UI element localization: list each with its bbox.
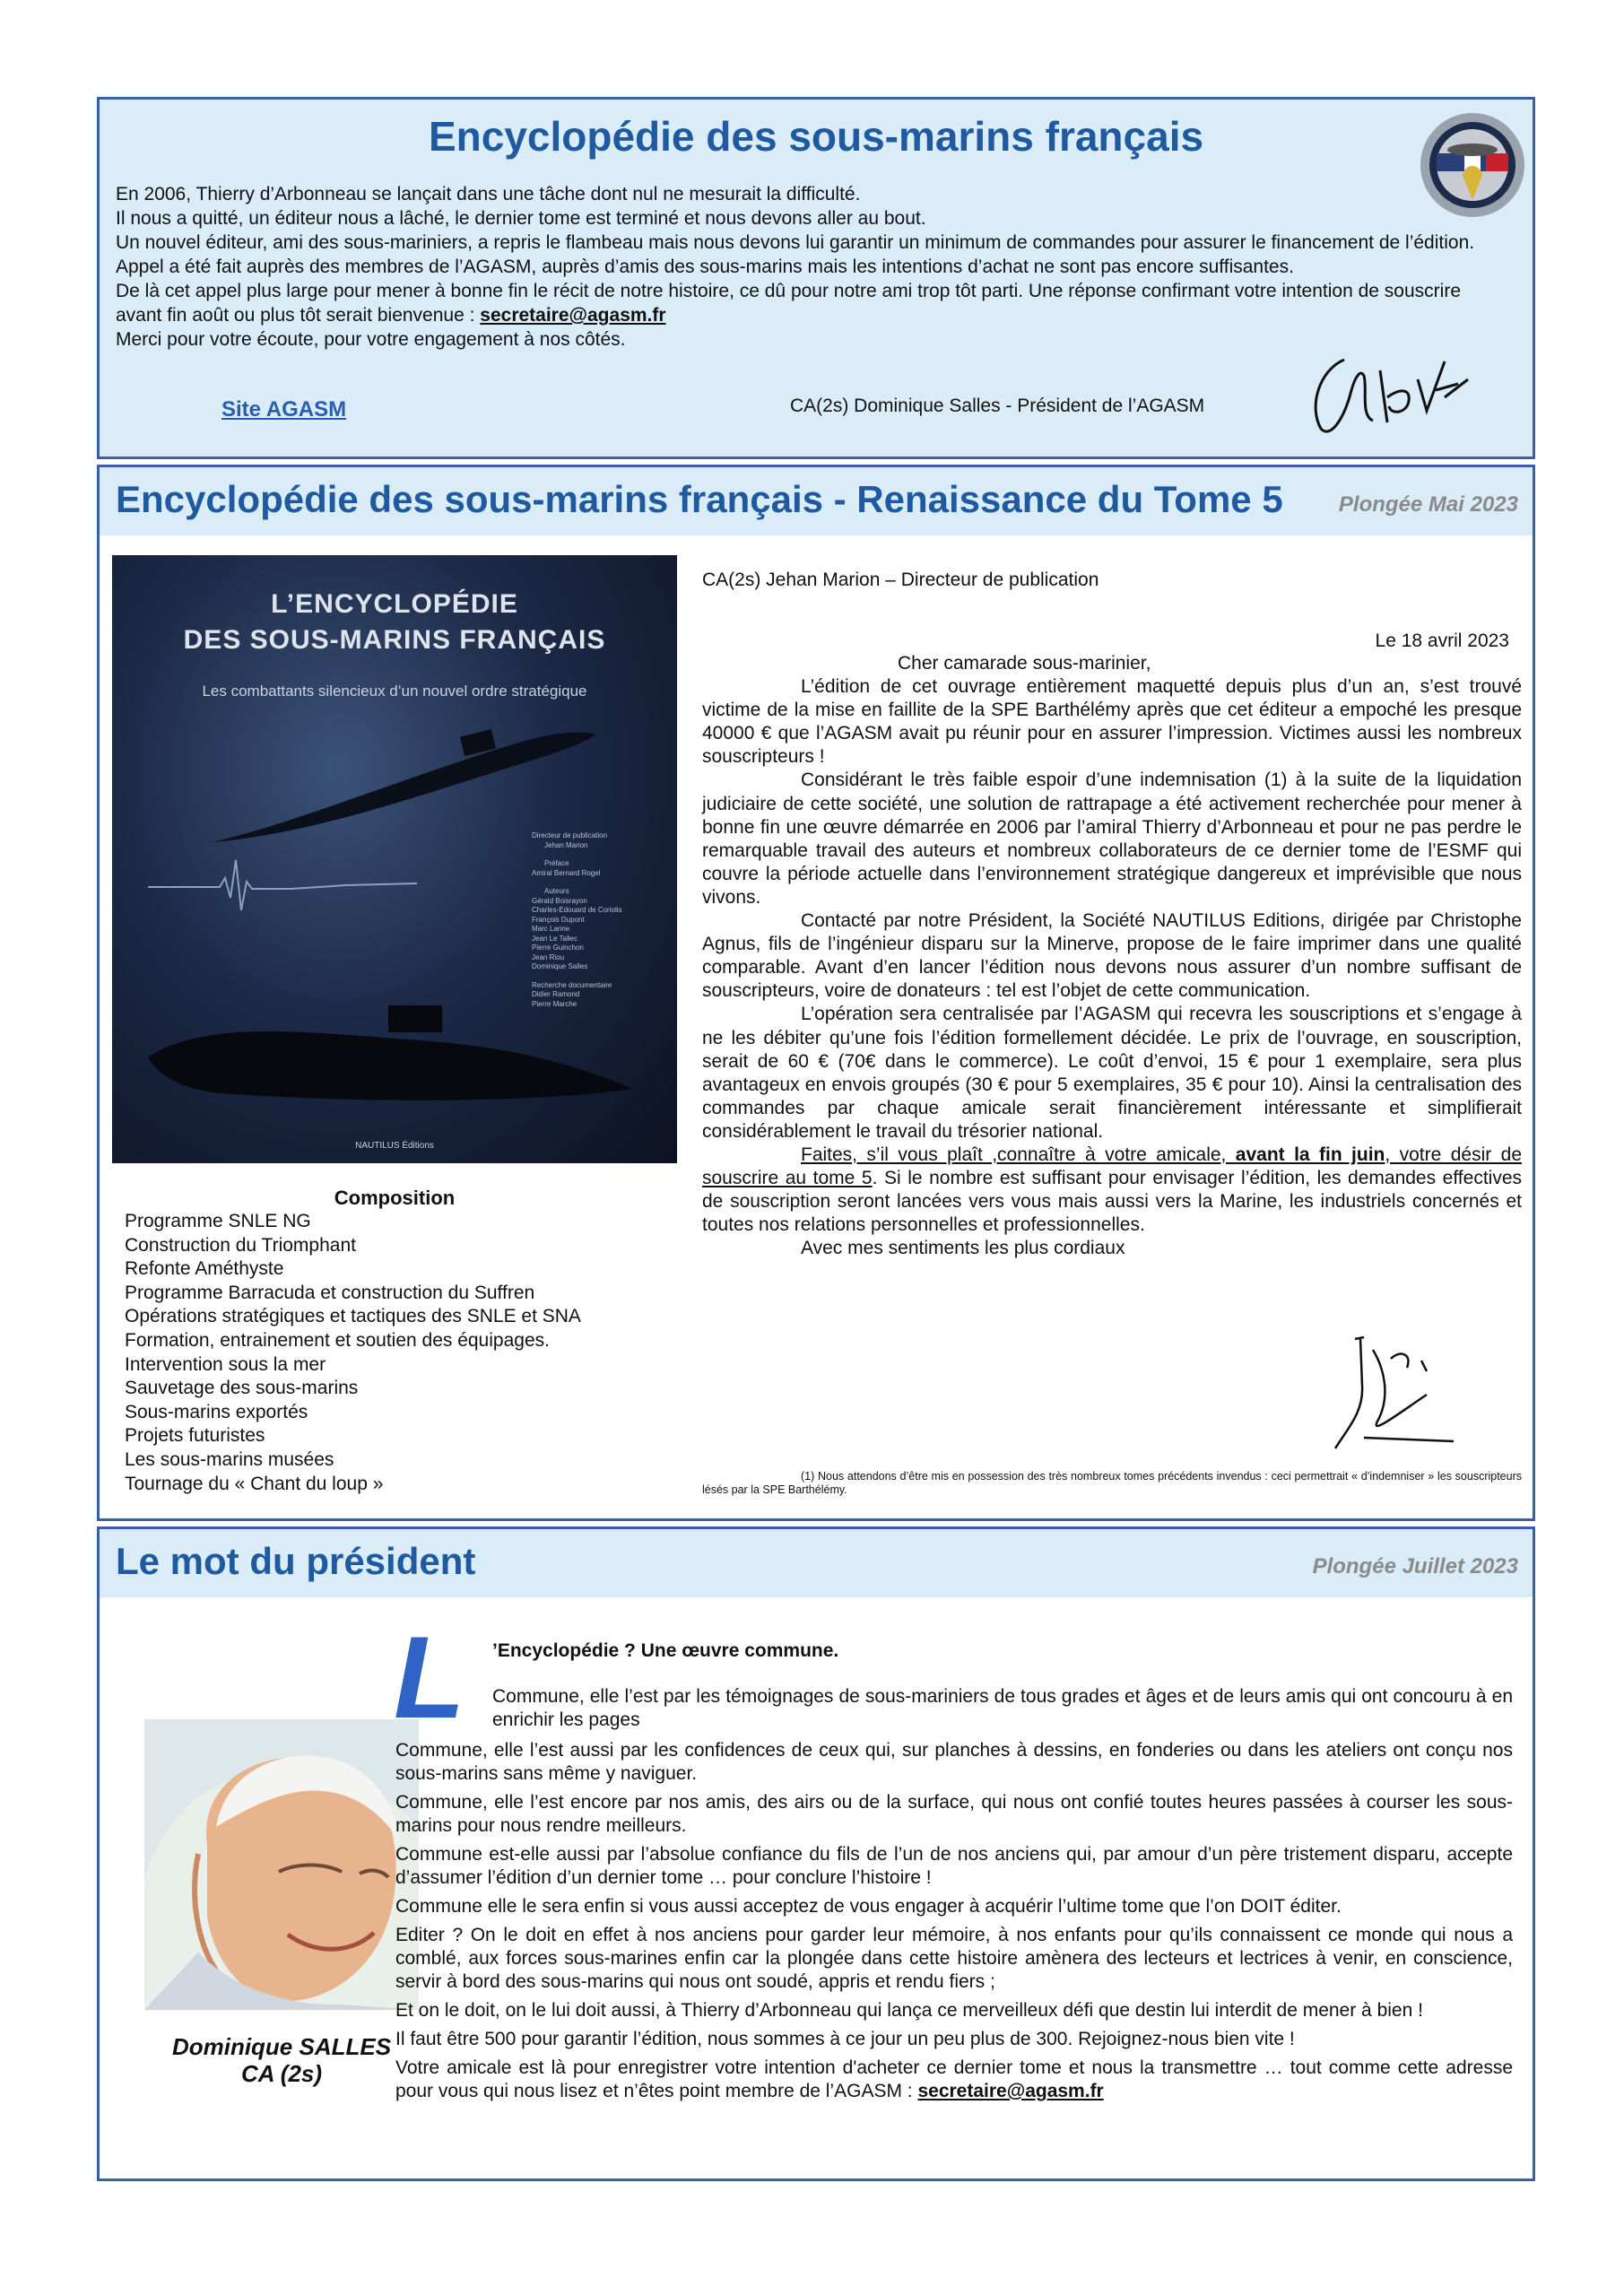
letter-footnote: (1) Nous attendons d’être mis en possession des très nombreux tomes précédents invendus : ceci permettrait « d’indemniser » les souscripteurs lésés par la SPE Barthélémy.: [702, 1470, 1522, 1496]
letter-paragraph: L’opération sera centralisée par l’AGASM qui recevra les souscriptions et s’engage à ne les débiter qu’une fois l’édition formellement décidée. Le prix de l’ouvrage, en souscription, serait de 60 € (70€ dans le commerce). Le coût d’envoi, 15 € pour 1 exemplaire, sera plus avantageux en envois groupés (30 € pour 5 exemplaires, 35 € pour 10). Ainsi la centralisation des commandes par chaque amicale serait financièrement intéressante et simplifierait considérablement le travail du trésorier national.: [702, 1004, 1522, 1142]
composition-title: Composition: [334, 1187, 456, 1209]
president-last-paragraph: [395, 2057, 1513, 2103]
request-rest: . Si le nombre est suffisant pour envisager l’édition, les demandes effectives de souscription seront lancées vers vous mais aussi vers la Marine, les industriels concernés et toutes nos relations personnelles et professionnelles.: [702, 1168, 1522, 1236]
letter-author: CA(2s) Jehan Marion – Directeur de publication: [702, 570, 1099, 590]
announcement-body: [116, 182, 1511, 352]
cover-credit: Pierre Marche: [532, 999, 578, 1008]
announcement-thanks: Merci pour votre écoute, pour votre engagement à nos côtés.: [116, 329, 626, 350]
announcement-paragraph: En 2006, Thierry d’Arbonneau se lançait dans une tâche dont nul ne mesurait la difficulté.: [116, 184, 861, 204]
cover-credit: Recherche documentaire: [532, 980, 612, 989]
composition-item: Formation, entrainement et soutien des équipages.: [125, 1329, 550, 1351]
composition-item: Projets futuristes: [125, 1425, 265, 1447]
announcement-paragraph: Appel a été fait auprès des membres de l’AGASM, auprès d’amis des sous-marins mais les intentions d’achat ne sont pas encore suffisantes.: [116, 257, 1294, 277]
dropcap: L: [394, 1612, 465, 1743]
president-paragraph: Commune est-elle aussi par l’absolue confiance du fils de l’un de nos anciens qui, par amour d’un père tristement disparu, accepte d’assumer l’édition d’un dernier tome … pour conclure l’histoire !: [395, 1844, 1513, 1888]
president-paragraph: Commune, elle l’est aussi par les confidences de ceux qui, sur planches à dessins, en fonderies ou dans les ateliers ont conçu nos sous-marins sans même y naviguer.: [395, 1740, 1513, 1784]
cover-publisher: NAUTILUS Éditions: [355, 1141, 434, 1151]
letter-paragraph: Considérant le très faible espoir d’une indemnisation (1) à la suite de la liquidation judiciaire de cette société, une solution de rattrapage a été activement recherchée pour mener à bonne fin une œuvre démarrée en 2006 par l’amiral Thierry d’Arbonneau et pour ne pas perdre le remarquable travail des auteurs et nombreux collaborateurs de ce dernier tome de l’ESMF qui couvre la période actuelle dans l’environnement stratégique dangereux et imprévisible que nous vivons.: [702, 770, 1522, 908]
last-text: Votre amicale est là pour enregistrer votre intention d'acheter ce dernier tome et nous la transmettre … tout comme cette adresse pour vous qui nous lisez et n’êtes point membre de l’AGASM :: [395, 2057, 1513, 2101]
composition-item: Sous-marins exportés: [125, 1401, 308, 1422]
president-paragraph: Editer ? On le doit en effet à nos anciens pour garder leur mémoire, à nos enfants pour qu’ils connaissent ce monde qui nous a comblé, aux forces sous-marines enfin car la plongée dans cette histoire amènera des lecteurs et lectrices à venir, en conscience, servir à bord des sous-marins qui nous ont soudé, appris et rendu fiers ;: [395, 1925, 1513, 1992]
portrait-caption-rank: CA (2s): [240, 2060, 323, 2087]
signature-line: CA(2s) Dominique Salles - Président de l’AGASM: [790, 396, 1205, 416]
president-lead: ’Encyclopédie ? Une œuvre commune.: [492, 1640, 839, 1661]
letter-signature-image: [1328, 1332, 1472, 1454]
announcement-call: [116, 279, 1511, 327]
cover-credit: Didier Ramond: [532, 990, 580, 998]
cover-subtitle: Les combattants silencieux d’un nouvel ordre stratégique: [202, 683, 587, 700]
president-paragraph: Commune elle le sera enfin si vous aussi acceptez de vous engager à acquérir l’ultime tome que l’on DOIT éditer.: [395, 1896, 1342, 1917]
cover-title-line1: L’ENCYCLOPÉDIE: [271, 589, 518, 619]
cover-title-line2: DES SOUS-MARINS FRANÇAIS: [183, 625, 606, 655]
composition-item: Intervention sous la mer: [125, 1353, 326, 1375]
composition-item: Sauvetage des sous-marins: [125, 1378, 359, 1399]
composition-item: Opérations stratégiques et tactiques des SNLE et SNA: [125, 1306, 581, 1327]
composition-list: [125, 1210, 681, 1496]
cover-credit: Préface: [544, 859, 569, 867]
email-link[interactable]: secretaire@agasm.fr: [480, 305, 666, 326]
cover-credit: Pierre Guinchon: [532, 944, 584, 952]
cover-credit: François Dupont: [532, 915, 585, 924]
request-text: Faites, s’il vous plaît ,connaître à votre amicale,: [801, 1144, 1236, 1165]
call-text: De là cet appel plus large pour mener à bonne fin le récit de notre histoire, ce dû pour notre ami trop tôt parti. Une réponse confirmant votre intention de souscrire avant fin août ou plus tôt serait bienvenue :: [116, 281, 1461, 326]
tome5-title: Encyclopédie des sous-marins français - Renaissance du Tome 5: [116, 478, 1283, 520]
cover-credit: Marc Lanne: [532, 925, 570, 933]
president-issue-tag: Plongée Juillet 2023: [1312, 1554, 1518, 1578]
tome5-box: [97, 465, 1535, 1521]
letter-closing: Avec mes sentiments les plus cordiaux: [801, 1238, 1125, 1259]
president-box: [97, 1526, 1535, 2181]
letter-paragraph: Contacté par notre Président, la Société NAUTILUS Editions, dirigée par Christophe Agnus, fils de l’ingénieur disparu sur la Minerve, propose de le faire imprimer dans une qualité comparable. Avant d’en lancer l’édition nous devons nous assurer d’un nombre suffisant de souscripteurs, voire de donateurs : tel est l’objet de cette communication.: [702, 910, 1522, 1002]
president-portrait: [144, 1719, 419, 2010]
president-paragraph: Commune, elle l’est encore par nos amis, des airs ou de la surface, qui nous ont confié toutes heures passées à courser les sous-marins pour nous rendre meilleurs.: [395, 1792, 1513, 1836]
letter-paragraph-request: [702, 1144, 1522, 1237]
announcement-paragraph: Il nous a quitté, un éditeur nous a lâché, le dernier tome est terminé et nous devons aller au bout.: [116, 208, 926, 229]
composition-item: Les sous-marins musées: [125, 1448, 334, 1470]
president-paragraph: Il faut être 500 pour garantir l’édition, nous sommes à ce jour un peu plus de 300. Rejoignez-nous bien vite !: [395, 2029, 1295, 2049]
letter-greeting: Cher camarade sous-marinier,: [898, 653, 1151, 674]
request-subscribe: , votre désir de souscrire au tome 5: [702, 1144, 1522, 1189]
composition-item: Tournage du « Chant du loup »: [125, 1473, 384, 1494]
cover-credit: Auteurs: [544, 887, 569, 895]
announcement-box: [97, 97, 1535, 459]
president-title: Le mot du président: [116, 1540, 476, 1582]
composition-item: Construction du Triomphant: [125, 1234, 356, 1256]
letter-body: [702, 652, 1522, 1260]
request-deadline: avant la fin juin: [1235, 1144, 1385, 1165]
president-header: [100, 1529, 1533, 1597]
composition-item: Refonte Améthyste: [125, 1258, 284, 1280]
email-link[interactable]: secretaire@agasm.fr: [917, 2081, 1104, 2101]
site-agasm-link[interactable]: Site AGASM: [221, 397, 347, 422]
cover-credit: Charles-Edouard de Coriolis: [532, 906, 622, 914]
announcement-title: Encyclopédie des sous-marins français: [428, 113, 1204, 160]
president-paragraph: Et on le doit, on le lui doit aussi, à Thierry d’Arbonneau qui lança ce merveilleux défi que destin lui interdit de mener à bien !: [395, 2000, 1423, 2021]
book-cover: [112, 555, 677, 1163]
cover-credit: Gérald Boisrayon: [532, 896, 587, 905]
announcement-paragraph: Un nouvel éditeur, ami des sous-mariniers, a repris le flambeau mais nous devons lui garantir un minimum de commandes pour assurer le financement de l’édition.: [116, 232, 1475, 253]
cover-credit: Jean Riou: [532, 952, 565, 961]
cover-credit: Jean Le Tallec: [532, 934, 578, 943]
cover-credit: Directeur de publication: [532, 831, 608, 839]
president-body: [395, 1739, 1513, 2103]
signature-image: [1301, 344, 1481, 442]
cover-credits: [532, 831, 666, 1009]
cover-credit: Dominique Salles: [532, 962, 588, 970]
tome5-header: [100, 467, 1533, 535]
announcement-panel: [100, 100, 1533, 457]
cover-credit: Jehan Marion: [544, 840, 588, 849]
president-intro: Commune, elle l’est par les témoignages de sous-mariniers de tous grades et âges et de leurs amis qui ont concouru à en enrichir les pages: [492, 1686, 1513, 1730]
portrait-caption-name: Dominique SALLES: [171, 2033, 392, 2060]
tome5-issue-tag: Plongée Mai 2023: [1338, 492, 1518, 517]
cover-credit: Amiral Bernard Rogel: [532, 868, 601, 877]
letter-date: Le 18 avril 2023: [1375, 631, 1509, 651]
composition-item: Programme Barracuda et construction du Suffren: [125, 1282, 535, 1303]
letter-paragraph: L’édition de cet ouvrage entièrement maquetté depuis plus d’un an, s’est trouvé victime de la mise en faillite de la SPE Barthélémy après que cet éditeur a empoché les presque 40000 € que l’AGASM avait pu réunir pour en assurer l’impression. Victimes aussi les nombreux souscripteurs !: [702, 676, 1522, 768]
composition-item: Programme SNLE NG: [125, 1211, 311, 1231]
